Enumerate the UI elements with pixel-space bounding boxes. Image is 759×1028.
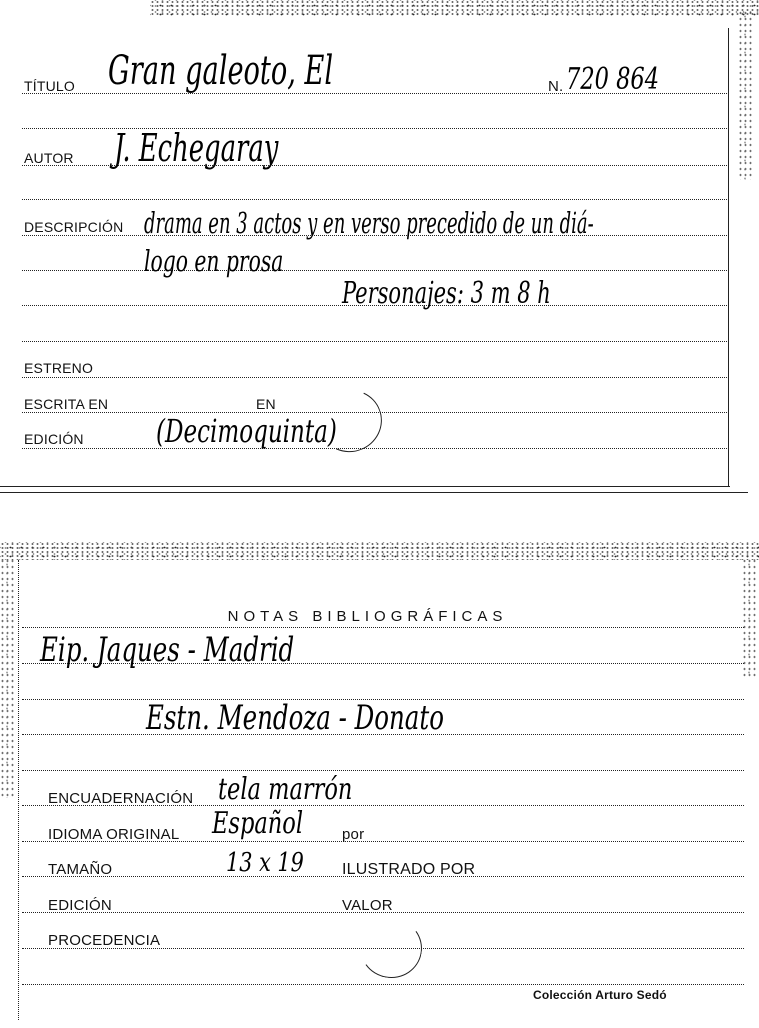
estreno-label: ESTRENO (24, 360, 94, 376)
card-left-border (18, 560, 19, 1020)
edicion-rule (22, 448, 727, 449)
descripcion-rule-2 (22, 270, 727, 271)
nota-handwritten-line-2: Estn. Mendoza - Donato (146, 698, 444, 738)
numero-handwritten-value: 720 864 (566, 62, 660, 97)
ilustrado-label: ILUSTRADO POR (342, 861, 476, 878)
card-top-edge-texture (150, 0, 759, 16)
encuadernacion-label: ENCUADERNACIÓN (48, 790, 194, 807)
autor-handwritten-value: J. Echegaray (114, 126, 279, 170)
catalog-card-front (0, 0, 759, 495)
titulo-handwritten-value: Gran galeoto, El (108, 48, 334, 94)
card-bottom-border-outer (0, 492, 748, 493)
card-right-edge-texture (738, 10, 752, 180)
por-label: por (342, 826, 365, 843)
edicion-handwritten-value: (Decimoquinta) (156, 412, 337, 450)
idioma-label: IDIOMA ORIGINAL (48, 826, 180, 843)
blank-rule-3 (22, 341, 727, 342)
descripcion-handwritten-line-1: drama en 3 actos y en verso precedido de un diá- (144, 206, 594, 240)
numero-label: N. (548, 78, 564, 95)
personajes-handwritten: Personajes: 3 m 8 h (342, 276, 551, 311)
notas-heading: NOTAS BIBLIOGRÁFICAS (227, 608, 508, 625)
card-right-border (728, 28, 729, 486)
descripcion-label: DESCRIPCIÓN (24, 219, 124, 235)
collection-footer: Colección Arturo Sedó (533, 988, 667, 1002)
tamano-label: TAMAÑO (48, 861, 113, 878)
procedencia-label: PROCEDENCIA (48, 932, 161, 949)
edicion-label-front: EDICIÓN (24, 431, 84, 447)
notas-rule-5 (22, 770, 744, 771)
en-label: EN (256, 396, 276, 412)
catalog-card-back (0, 538, 759, 1028)
tamano-handwritten-value: 13 x 19 (226, 848, 304, 878)
card-left-edge-texture (0, 558, 14, 798)
edicion-label-back: EDICIÓN (48, 897, 112, 914)
card-top-edge-texture-back (0, 542, 759, 560)
encuadernacion-handwritten-value: tela marrón (218, 772, 353, 807)
blank-rule-2 (22, 199, 727, 200)
card-bottom-border (0, 486, 730, 487)
bottom-rule (22, 984, 744, 985)
descripcion-handwritten-line-2: logo en prosa (144, 244, 284, 278)
estreno-rule (22, 377, 727, 378)
escrita-label: ESCRITA EN (24, 396, 109, 412)
idioma-handwritten-value: Español (212, 806, 304, 841)
titulo-label: TÍTULO (24, 78, 75, 94)
autor-label: AUTOR (24, 150, 74, 166)
punch-hole-mark-back (355, 913, 426, 983)
valor-label: VALOR (342, 897, 393, 914)
notas-rule-1 (22, 627, 744, 628)
nota-handwritten-line-1: Eip. Jaques - Madrid (40, 630, 295, 670)
